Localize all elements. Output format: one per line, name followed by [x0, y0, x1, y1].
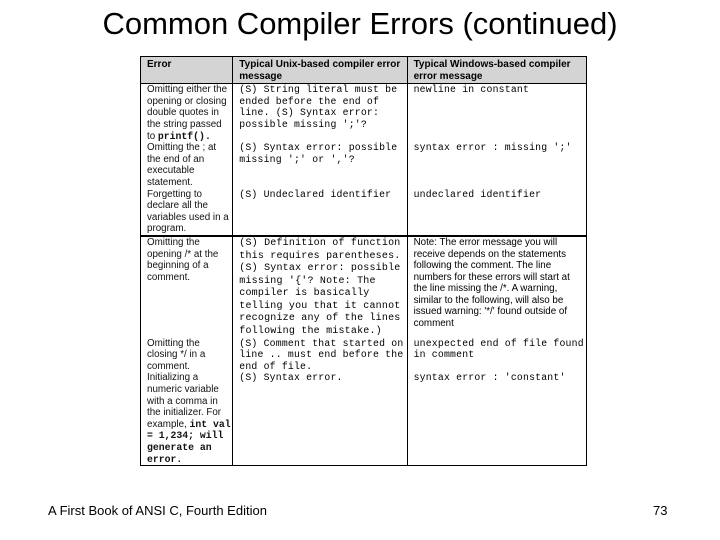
unix-message-cell: (S) Comment that started on line .. must end before the end of file. [233, 338, 407, 373]
windows-message-cell: syntax error : 'constant' [407, 372, 586, 465]
error-text: Omitting either the opening or closing double quotes in the string passed to [147, 84, 228, 142]
table-row [141, 372, 587, 465]
table-row [141, 338, 587, 373]
slide-title: Common Compiler Errors (continued) [102, 6, 618, 41]
error-cell: Omitting the ; at the end of an executable statement. [141, 142, 233, 188]
unix-message-cell [233, 236, 407, 338]
error-cell: Forgetting to declare all the variables used in a program. [141, 189, 233, 236]
error-cell [141, 84, 233, 142]
unix-message-cell: (S) Syntax error. [233, 372, 407, 465]
unix-message-cell: (S) Syntax error: possible missing ';' or ','? [233, 142, 407, 188]
error-cell: Omitting the opening /* at the beginning of a comment. [141, 236, 233, 338]
error-text: Initializing a numeric variable with a comma in the initializer. For example, [147, 372, 222, 430]
page-number: 73 [653, 503, 668, 518]
windows-message-cell: unexpected end of file found in comment [407, 338, 586, 373]
unix-message-cell: (S) Undeclared identifier [233, 189, 407, 236]
table-header-row [141, 57, 587, 84]
header-windows-message: Typical Windows-based compiler error message [407, 57, 586, 84]
footer-book-title: A First Book of ANSI C, Fourth Edition [48, 503, 267, 518]
error-cell [141, 372, 233, 465]
table-row [141, 142, 587, 188]
compiler-errors-table [140, 56, 587, 466]
error-cell: Omitting the closing */ in a comment. [141, 338, 233, 373]
windows-message-cell: syntax error : missing ';' [407, 142, 586, 188]
unix-message-cell: (S) String literal must be ended before the end of line. (S) Syntax error: possible missing ';'? [233, 84, 407, 142]
header-unix-message: Typical Unix-based compiler error message [233, 57, 407, 84]
unix-message-text: (S) Definition of function this requires parentheses. (S) Syntax error: possible missing '{'? Note: The compiler is basically telling you that it cannot recognize any of the lines following the mistake.) [239, 237, 401, 338]
windows-message-cell: newline in constant [407, 84, 586, 142]
windows-message-cell: Note: The error message you will receive depends on the statements following the comment. The line numbers for these errors will start at the line missing the /*. A warning, similar to the following, will also be issued warning: '*/' found outside of comment [407, 236, 586, 338]
error-code: int val = 1,234; will generate an error. [147, 418, 231, 465]
windows-message-cell: undeclared identifier [407, 189, 586, 236]
table-row [141, 84, 587, 142]
header-error: Error [141, 57, 233, 84]
error-code: printf(). [157, 130, 211, 142]
table-row [141, 236, 587, 338]
table-row [141, 189, 587, 236]
